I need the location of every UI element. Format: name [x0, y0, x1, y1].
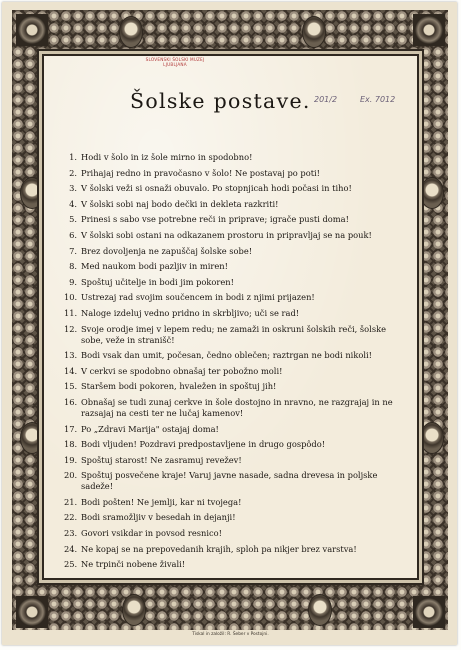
rule-text: Bodi sramožljiv v besedah in dejanji!: [81, 512, 236, 523]
rule-number: 3.: [69, 183, 77, 194]
rule-text: V šolski sobi ostani na odkazanem prostoru in pripravljaj se na pouk!: [81, 229, 372, 240]
document-sheet: [2, 2, 457, 645]
rule-number: 20.: [64, 470, 78, 481]
rule-text: Med naukom bodi pazljiv in miren!: [81, 261, 228, 272]
rule-item: [64, 350, 409, 361]
rule-text: Obnašaj se tudi zunaj cerkve in šole dostojno in nravno, ne razgrajaj in ne razsajaj na cesti ter ne lučaj kamenov!: [81, 396, 393, 418]
rule-text: Ustrezaj rad svojim součencem in bodi z njimi prijazen!: [81, 292, 315, 303]
stamp-line: SLOVENSKI ŠOLSKI MUZEJ: [145, 57, 205, 62]
rule-text: Svoje orodje imej v lepem redu; ne zamaži in oskruni šolskih reči, šolske sobe, veže in stranišč!: [81, 323, 387, 345]
rule-item: [64, 544, 409, 555]
rule-item: [64, 168, 409, 179]
rule-text: Spoštuj učitelje in bodi jim pokoren!: [81, 276, 234, 287]
corner-ornament: [413, 596, 445, 628]
cherub-medallion: [20, 422, 44, 454]
rule-text: V cerkvi se spodobno obnašaj ter pobožno moli!: [81, 365, 283, 376]
rule-number: 7.: [69, 245, 77, 256]
rule-item: [64, 528, 409, 539]
rule-number: 9.: [69, 276, 77, 287]
rule-item: [64, 559, 409, 570]
rule-item: [64, 470, 409, 492]
stamp-line: LJUBLJANA: [163, 62, 187, 68]
rule-number: 19.: [64, 454, 78, 465]
rule-text: Staršem bodi pokoren, hvaležen in spoštuj jih!: [81, 381, 277, 392]
rule-text: Po „Zdravi Marija" ostajaj doma!: [81, 423, 219, 434]
rule-number: 25.: [64, 559, 78, 570]
cherub-medallion: [302, 16, 326, 48]
rule-number: 2.: [69, 167, 77, 178]
rule-number: 17.: [64, 423, 78, 434]
rule-number: 22.: [64, 512, 78, 523]
rule-item: [64, 230, 409, 241]
museum-stamp: [144, 57, 206, 67]
rule-text: Ne kopaj se na prepovedanih krajih, sploh pa nikjer brez varstva!: [81, 543, 357, 554]
rule-item: [64, 246, 409, 257]
rule-item: [64, 497, 409, 508]
rule-number: 13.: [64, 350, 78, 361]
rule-number: 6.: [69, 229, 77, 240]
rule-number: 4.: [69, 198, 77, 209]
cherub-medallion: [122, 594, 146, 626]
rule-text: Ne trpinči nobene živali!: [81, 559, 186, 570]
rule-text: Spoštuj starost! Ne zasramuj revežev!: [81, 454, 242, 465]
rule-number: 11.: [64, 307, 78, 318]
rule-text: Brez dovoljenja ne zapuščaj šolske sobe!: [81, 245, 253, 256]
rule-number: 15.: [64, 381, 78, 392]
rule-number: 18.: [64, 439, 78, 450]
rule-text: Naloge izdeluj vedno pridno in skrbljivo; uči se rad!: [81, 307, 300, 318]
corner-ornament: [413, 14, 445, 46]
rule-text: Hodi v šolo in iz šole mirno in spodobno!: [81, 152, 253, 162]
rule-item: [64, 397, 409, 419]
handwritten-note: 201/2: [314, 95, 338, 104]
rule-item: [64, 152, 409, 163]
rule-number: 5.: [69, 214, 77, 225]
corner-ornament: [16, 14, 48, 46]
rule-text: Bodi vsak dan umit, počesan, čedno oblečen; raztrgan ne bodi nikoli!: [81, 350, 372, 361]
rule-number: 24.: [64, 543, 78, 554]
rule-item: [64, 308, 409, 319]
rule-number: 1.: [69, 152, 77, 162]
rule-number: 12.: [64, 323, 78, 334]
cherub-medallion: [420, 177, 444, 209]
rule-text: Prinesi s sabo vse potrebne reči in pripravе; igrače pusti doma!: [81, 214, 349, 225]
rule-item: [64, 292, 409, 303]
rule-item: [64, 366, 409, 377]
rule-item: [64, 199, 409, 210]
cherub-medallion: [20, 177, 44, 209]
rule-number: 16.: [64, 396, 78, 407]
rule-item: [64, 439, 409, 450]
rule-number: 21.: [64, 496, 78, 507]
rule-item: [64, 324, 409, 346]
rule-number: 8.: [69, 261, 77, 272]
rule-text: Prihajaj redno in pravočasno v šolo! Ne postavaj po poti!: [81, 167, 321, 178]
cherub-medallion: [308, 594, 332, 626]
cherub-medallion: [119, 16, 143, 48]
rule-item: [64, 277, 409, 288]
rule-text: V šolski sobi naj bodo dečki in dekleta razkriti!: [81, 198, 279, 209]
handwritten-note: Ex. 7012: [360, 95, 396, 104]
rules-list: [64, 152, 409, 575]
rule-item: [64, 424, 409, 435]
corner-ornament: [16, 596, 48, 628]
rule-item: [64, 261, 409, 272]
cherub-medallion: [420, 422, 444, 454]
rule-item: [64, 183, 409, 194]
printer-imprint: Tiskal in založil: R. Šeber v Postojni.: [192, 632, 269, 637]
rule-text: Bodi vljuden! Pozdravi predpostavljene in drugo gospôdo!: [81, 439, 326, 450]
rule-item: [64, 455, 409, 466]
rule-number: 14.: [64, 365, 78, 376]
rule-item: [64, 512, 409, 523]
rule-text: Bodi pošten! Ne jemlji, kar ni tvojega!: [81, 496, 242, 507]
rule-item: [64, 381, 409, 392]
rule-text: Govori vsikdar in povsod resnico!: [81, 528, 222, 539]
page-title: Šolske postave.: [130, 89, 311, 113]
rule-number: 10.: [64, 292, 78, 303]
rule-item: [64, 214, 409, 225]
rule-text: Spoštuj posvečene kraje! Varuj javne nasade, sadna drevesa in poljske sadeže!: [81, 470, 378, 492]
rule-text: V šolski veži si osnaži obuvalo. Po stopnjicah hodi počasi in tiho!: [81, 183, 352, 194]
rule-number: 23.: [64, 528, 78, 539]
